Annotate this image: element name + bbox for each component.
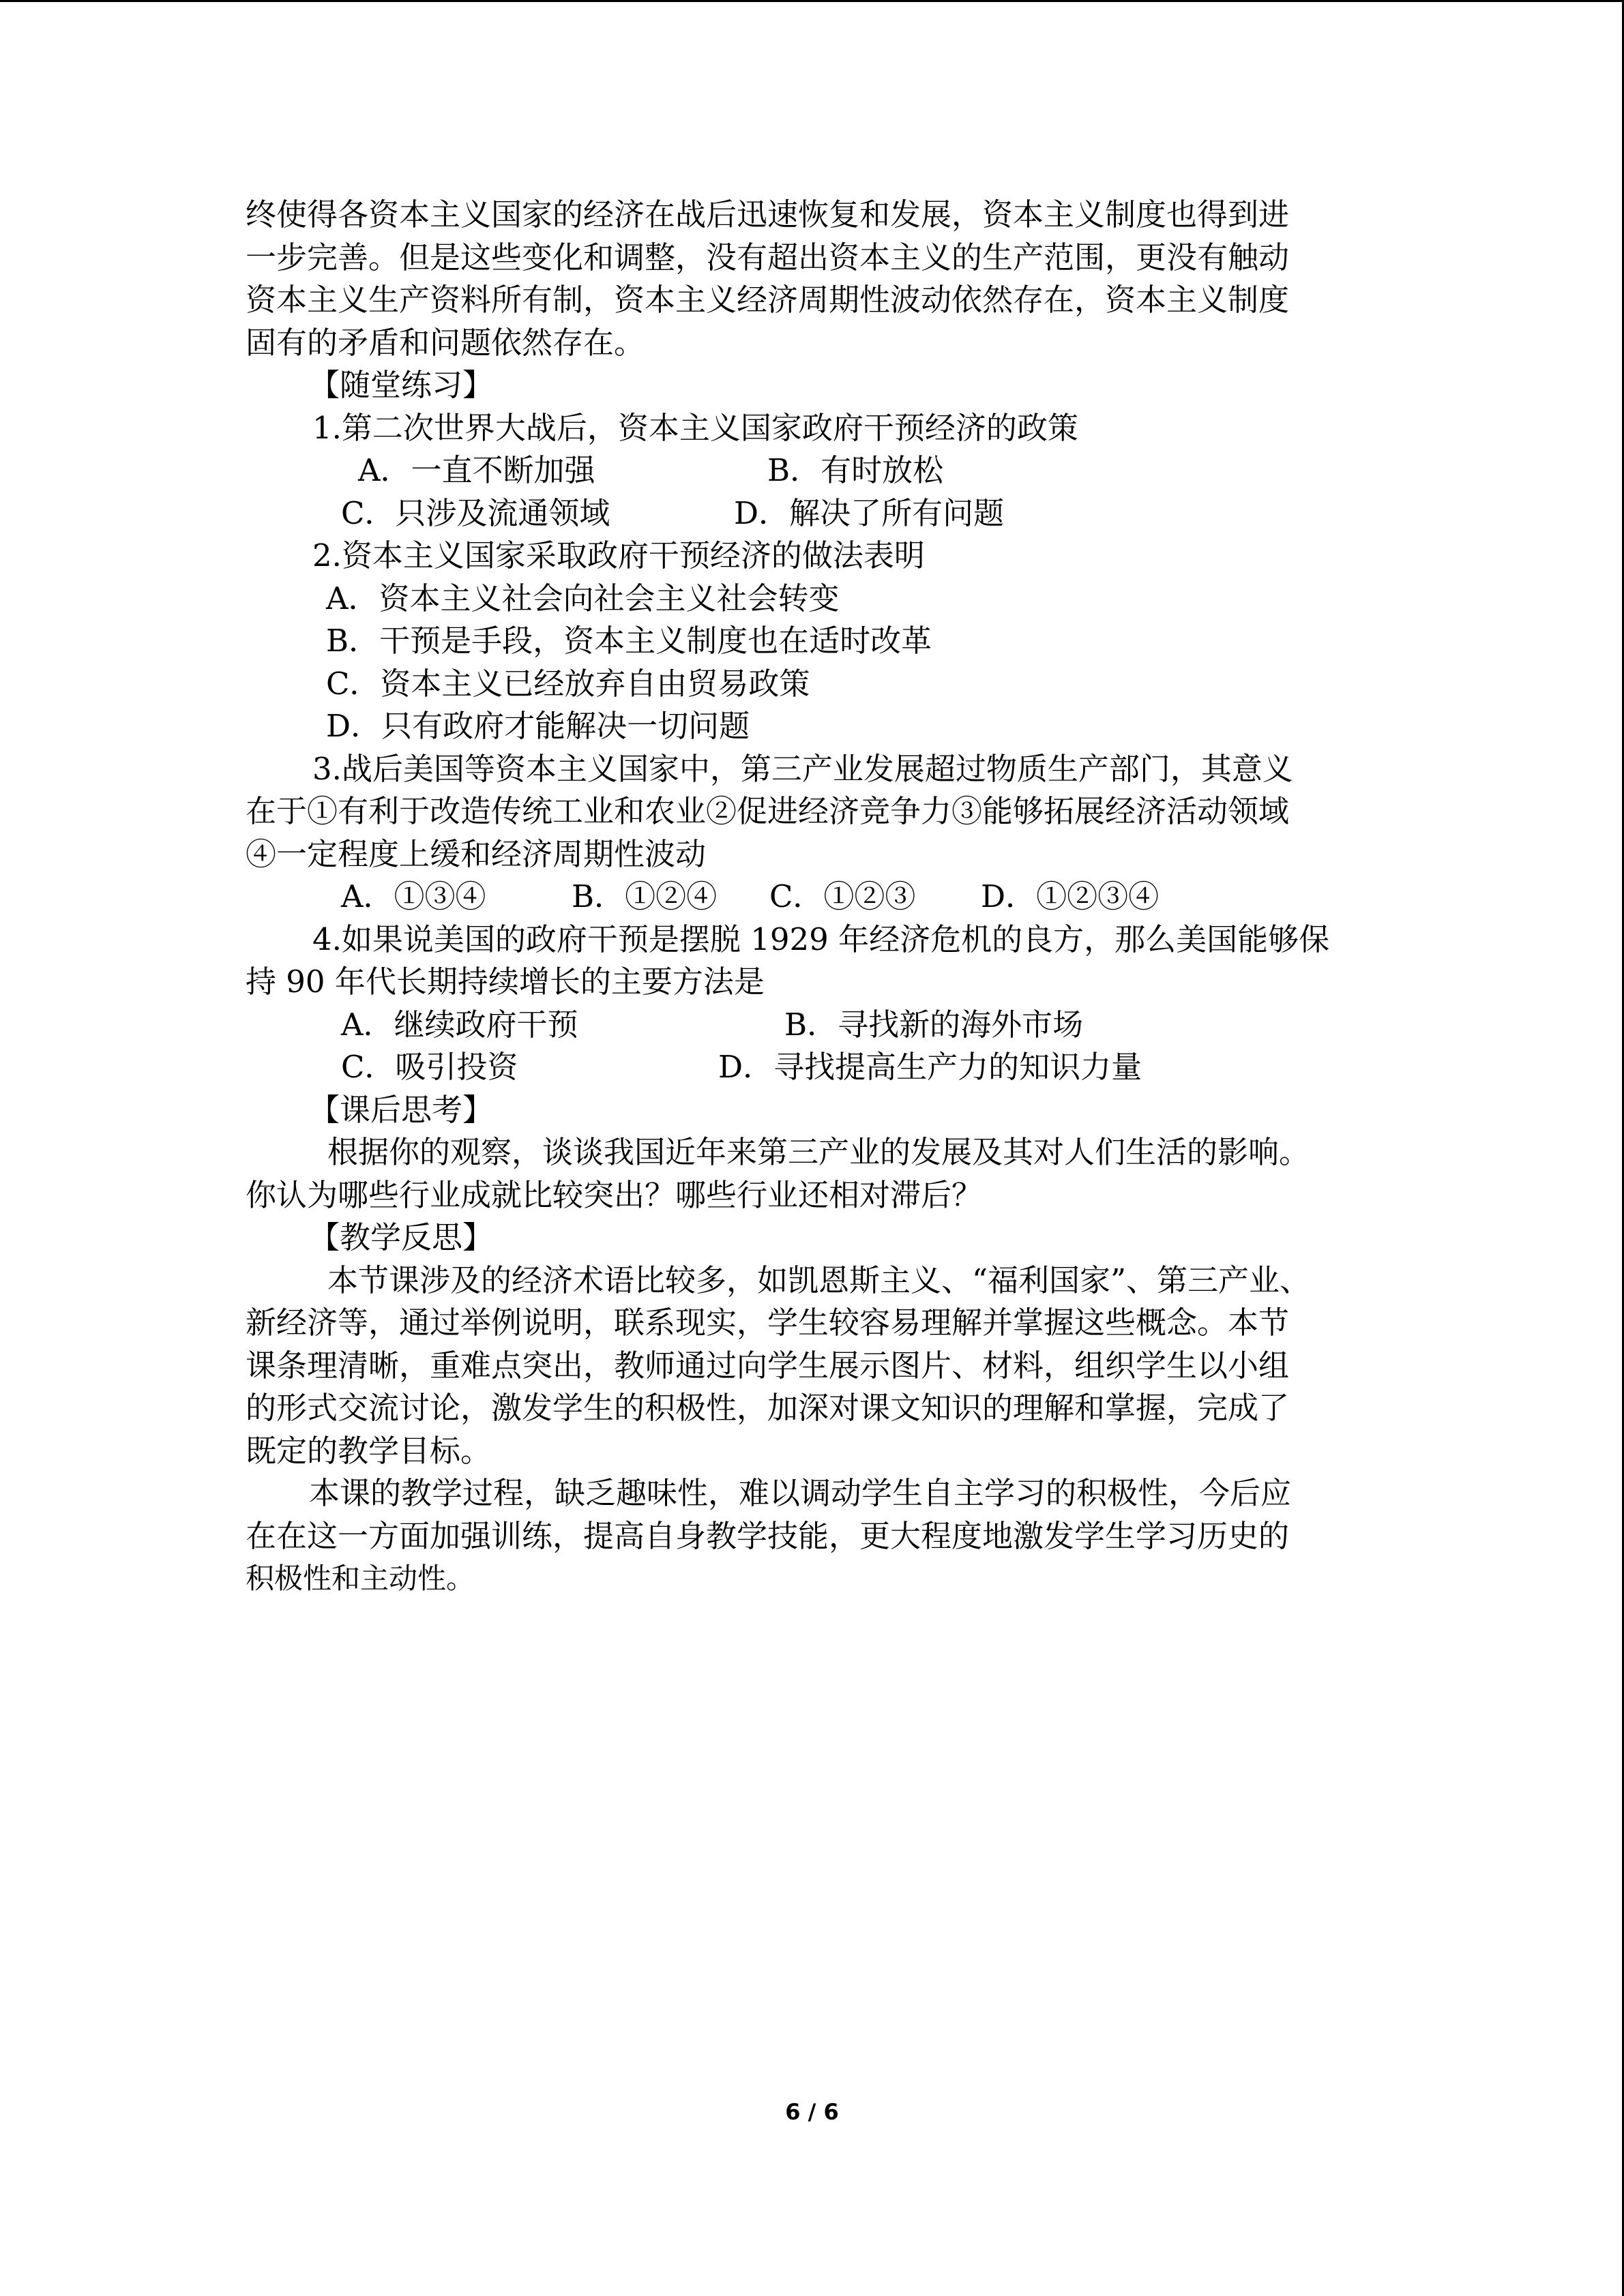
option-row: [246, 1004, 1378, 1047]
option-a: A．一直不断加强: [358, 452, 595, 488]
top-border-line: [0, 0, 1624, 2]
question-stem: 在于①有利于改造传统工业和农业②促进经济竞争力③能够拓展经济活动领域: [246, 793, 1290, 829]
option-d: D．只有政府才能解决一切问题: [326, 708, 750, 744]
text-line: 的形式交流讨论，激发学生的积极性，加深对课文知识的理解和掌握，完成了: [246, 1390, 1290, 1426]
question-stem: 1.第二次世界大战后，资本主义国家政府干预经济的政策: [312, 409, 1078, 446]
option-c: C．吸引投资: [341, 1049, 518, 1085]
intro-paragraph: [246, 194, 1378, 364]
text-line: 固有的矛盾和问题依然存在。: [246, 324, 645, 361]
question-2: [246, 535, 1378, 748]
option-c: C．只涉及流通领域: [341, 494, 610, 531]
text-line: 资本主义生产资料所有制，资本主义经济周期性波动依然存在，资本主义制度: [246, 282, 1290, 318]
after-class-heading: 【课后思考】: [309, 1091, 494, 1128]
option-a: A．①③④: [341, 878, 486, 914]
option-b: B．寻找新的海外市场: [784, 1006, 1084, 1043]
text-line: 既定的教学目标。: [246, 1432, 492, 1469]
text-line: 根据你的观察，谈谈我国近年来第三产业的发展及其对人们生活的影响。: [327, 1134, 1310, 1170]
text-line: 本课的教学过程，缺乏趣味性，难以调动学生自主学习的积极性，今后应: [309, 1475, 1292, 1511]
option-a: A．资本主义社会向社会主义社会转变: [326, 580, 840, 616]
text-line: 课条理清晰，重难点突出，教师通过向学生展示图片、材料，组织学生以小组: [246, 1347, 1290, 1384]
option-c: C．资本主义已经放弃自由贸易政策: [326, 665, 810, 702]
question-stem: 持 90 年代长期持续增长的主要方法是: [246, 964, 765, 1000]
teaching-reflection-paragraph-2: [246, 1472, 1378, 1600]
text-line: 终使得各资本主义国家的经济在战后迅速恢复和发展，资本主义制度也得到进: [246, 196, 1290, 233]
text-line: 你认为哪些行业成就比较突出？哪些行业还相对滞后？: [246, 1176, 983, 1213]
after-class-paragraph: [246, 1131, 1378, 1217]
document-body: [246, 194, 1378, 1600]
option-row: [246, 492, 1378, 535]
practice-heading: 【随堂练习】: [309, 367, 494, 403]
option-a: A．继续政府干预: [341, 1006, 578, 1043]
option-b: B．干预是手段，资本主义制度也在适时改革: [326, 623, 932, 659]
question-stem: 3.战后美国等资本主义国家中，第三产业发展超过物质生产部门，其意义: [312, 750, 1293, 787]
text-line: 本节课涉及的经济术语比较多，如凯恩斯主义、“福利国家”、第三产业、: [327, 1262, 1311, 1298]
option-b: B．①②④: [572, 878, 718, 914]
option-d: D．解决了所有问题: [734, 494, 1005, 531]
text-line: 一步完善。但是这些变化和调整，没有超出资本主义的生产范围，更没有触动: [246, 239, 1290, 275]
question-stem: 4.如果说美国的政府干预是摆脱 1929 年经济危机的良方，那么美国能够保: [312, 921, 1330, 957]
option-row: [246, 449, 1378, 492]
option-c: C．①②③: [769, 878, 916, 914]
text-line: 新经济等，通过举例说明，联系现实，学生较容易理解并掌握这些概念。本节: [246, 1304, 1290, 1341]
option-row: [246, 1046, 1378, 1089]
text-line: 在在这一方面加强训练，提高自身教学技能，更大程度地激发学生学习历史的: [246, 1517, 1290, 1554]
option-d: D．①②③④: [981, 878, 1160, 914]
teaching-reflection-paragraph-1: [246, 1259, 1378, 1473]
option-row: [246, 876, 1378, 919]
question-1: [246, 407, 1378, 535]
page-number: 6 / 6: [785, 2099, 839, 2125]
question-4: [246, 919, 1378, 1089]
text-line: 积极性和主动性。: [246, 1562, 475, 1595]
question-3: [246, 748, 1378, 919]
option-b: B．有时放松: [767, 452, 944, 488]
option-d: D．寻找提高生产力的知识力量: [718, 1049, 1142, 1085]
question-stem: 2.资本主义国家采取政府干预经济的做法表明: [312, 537, 925, 573]
question-stem: ④一定程度上缓和经济周期性波动: [246, 835, 707, 872]
teaching-reflection-heading: 【教学反思】: [309, 1219, 494, 1255]
